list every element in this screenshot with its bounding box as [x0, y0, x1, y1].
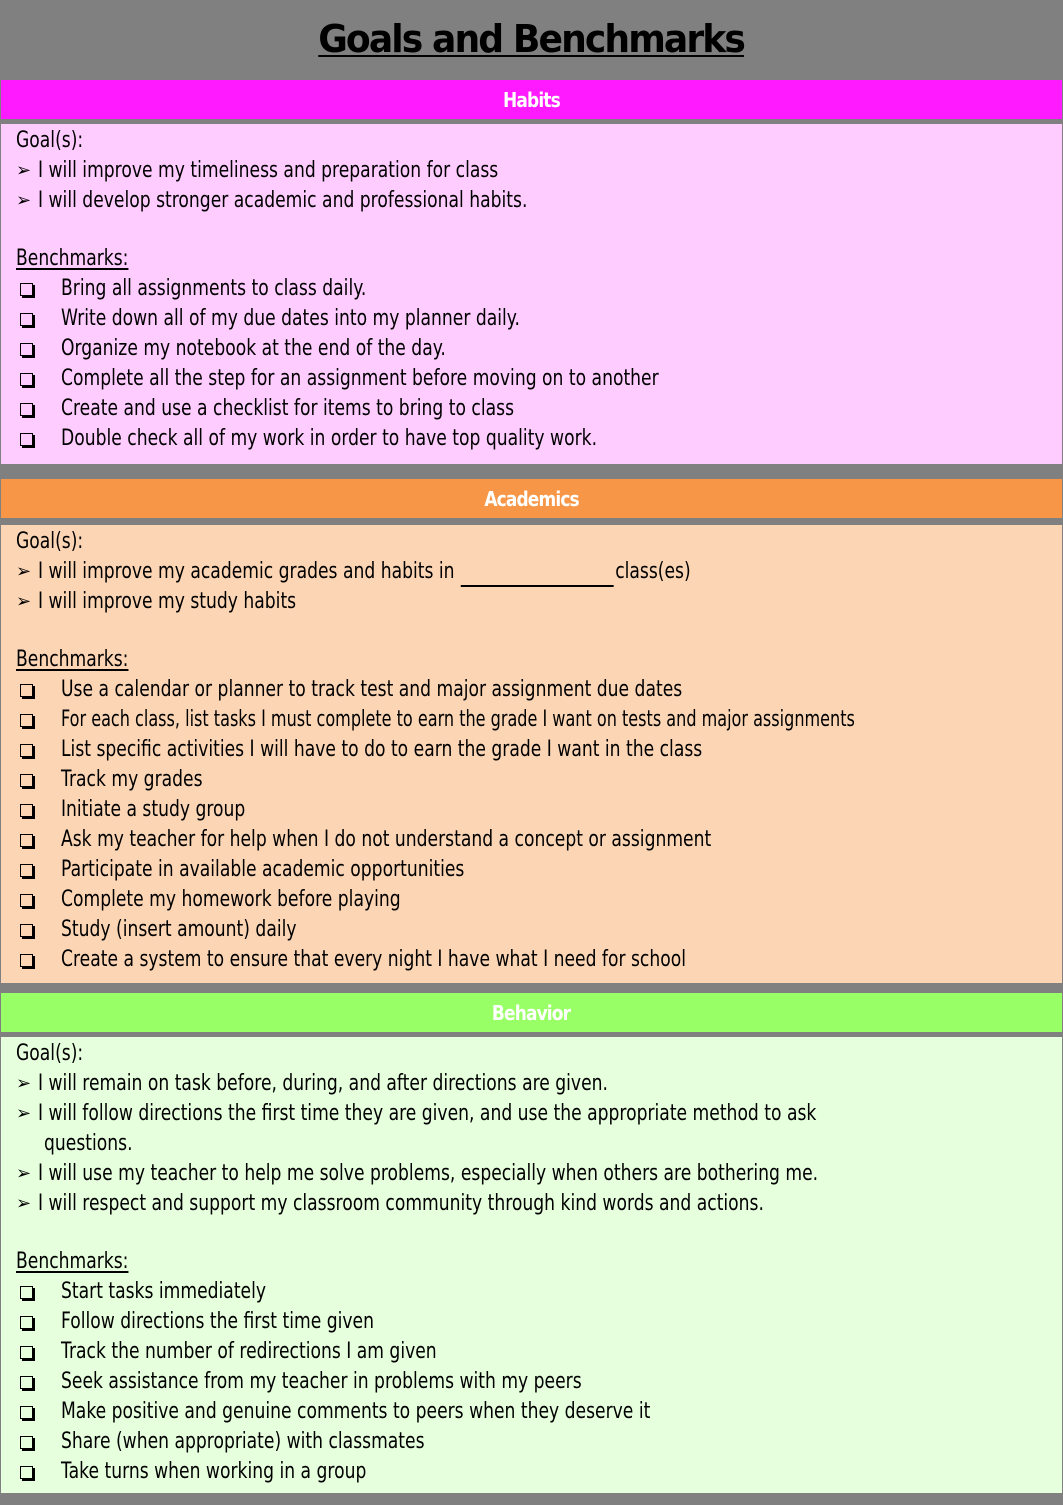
- benchmark-item[interactable]: Seek assistance from my teacher in problems with my peers: [16, 1367, 1062, 1397]
- behavior-section-body: [1, 1037, 1062, 1493]
- goals-label: Goal(s):: [16, 529, 84, 554]
- checkbox-icon[interactable]: [20, 954, 33, 967]
- goals-label: Goal(s):: [16, 128, 84, 153]
- arrowhead-right-icon: ➢: [16, 591, 32, 612]
- behavior-section-header: [1, 993, 1062, 1032]
- habits-section-header: [1, 80, 1062, 119]
- checkbox-icon[interactable]: [20, 834, 33, 847]
- arrowhead-right-icon: ➢: [16, 1193, 32, 1214]
- checkbox-icon[interactable]: [20, 1346, 33, 1359]
- arrowhead-right-icon: ➢: [16, 1073, 32, 1094]
- academics-section-header: [1, 479, 1062, 518]
- checkbox-icon[interactable]: [20, 403, 33, 416]
- checkbox-icon[interactable]: [20, 313, 33, 326]
- benchmark-item[interactable]: Track my grades: [16, 765, 1062, 795]
- benchmark-item[interactable]: Ask my teacher for help when I do not understand a concept or assignment: [16, 825, 1062, 855]
- benchmark-item[interactable]: For each class, list tasks I must complete to earn the grade I want on tests and major assignments: [16, 705, 1062, 735]
- checkbox-icon[interactable]: [20, 343, 33, 356]
- page-title: Goals and Benchmarks: [318, 17, 745, 61]
- academics-heading: Academics: [484, 486, 579, 511]
- checkbox-icon[interactable]: [20, 894, 33, 907]
- behavior-heading: Behavior: [492, 1000, 571, 1025]
- benchmark-item[interactable]: Create and use a checklist for items to bring to class: [16, 394, 1062, 424]
- benchmark-item[interactable]: Double check all of my work in order to have top quality work.: [16, 424, 1062, 454]
- goal-item: ➢ I will respect and support my classroom community through kind words and actions.: [16, 1189, 1062, 1219]
- checkbox-icon[interactable]: [20, 714, 33, 727]
- checkbox-icon[interactable]: [20, 1316, 33, 1329]
- checkbox-icon[interactable]: [20, 1466, 33, 1479]
- benchmark-item[interactable]: List specific activities I will have to do to earn the grade I want in the class: [16, 735, 1062, 765]
- benchmark-item[interactable]: Study (insert amount) daily: [16, 915, 1062, 945]
- benchmark-item[interactable]: Share (when appropriate) with classmates: [16, 1427, 1062, 1457]
- goal-item: ➢ I will improve my timeliness and preparation for class: [16, 156, 1062, 186]
- benchmarks-label: Benchmarks:: [16, 246, 129, 271]
- checkbox-icon[interactable]: [20, 433, 33, 446]
- habits-section-body: [1, 124, 1062, 464]
- benchmarks-label: Benchmarks:: [16, 647, 129, 672]
- goal-item: ➢ I will remain on task before, during, and after directions are given.: [16, 1069, 1062, 1099]
- benchmark-item[interactable]: Bring all assignments to class daily.: [16, 274, 1062, 304]
- checkbox-icon[interactable]: [20, 804, 33, 817]
- arrowhead-right-icon: ➢: [16, 1103, 32, 1124]
- checkbox-icon[interactable]: [20, 1376, 33, 1389]
- habits-heading: Habits: [503, 87, 560, 112]
- benchmark-item[interactable]: Write down all of my due dates into my planner daily.: [16, 304, 1062, 334]
- benchmark-item[interactable]: Use a calendar or planner to track test and major assignment due dates: [16, 675, 1062, 705]
- checkbox-icon[interactable]: [20, 373, 33, 386]
- benchmark-item[interactable]: Create a system to ensure that every night I have what I need for school: [16, 945, 1062, 975]
- arrowhead-right-icon: ➢: [16, 190, 32, 211]
- benchmark-item[interactable]: Complete all the step for an assignment before moving on to another: [16, 364, 1062, 394]
- benchmark-item[interactable]: Complete my homework before playing: [16, 885, 1062, 915]
- checkbox-icon[interactable]: [20, 864, 33, 877]
- academics-section-body: [1, 525, 1062, 983]
- title-bar: [0, 0, 1063, 78]
- arrowhead-right-icon: ➢: [16, 160, 32, 181]
- goal-item-continuation: questions.: [44, 1131, 133, 1156]
- benchmark-item[interactable]: Take turns when working in a group: [16, 1457, 1062, 1487]
- benchmark-item[interactable]: Track the number of redirections I am given: [16, 1337, 1062, 1367]
- benchmark-item[interactable]: Follow directions the first time given: [16, 1307, 1062, 1337]
- goals-label: Goal(s):: [16, 1041, 84, 1066]
- benchmark-item[interactable]: Organize my notebook at the end of the day.: [16, 334, 1062, 364]
- benchmark-item[interactable]: Participate in available academic opportunities: [16, 855, 1062, 885]
- checkbox-icon[interactable]: [20, 1286, 33, 1299]
- checkbox-icon[interactable]: [20, 924, 33, 937]
- goal-item: ➢ I will improve my academic grades and habits in class(es): [16, 557, 1062, 587]
- checkbox-icon[interactable]: [20, 1436, 33, 1449]
- goal-item: ➢ I will improve my study habits: [16, 587, 1062, 617]
- benchmark-item[interactable]: Start tasks immediately: [16, 1277, 1062, 1307]
- checkbox-icon[interactable]: [20, 684, 33, 697]
- benchmarks-label: Benchmarks:: [16, 1249, 129, 1274]
- arrowhead-right-icon: ➢: [16, 561, 32, 582]
- checkbox-icon[interactable]: [20, 744, 33, 757]
- benchmark-item[interactable]: Make positive and genuine comments to peers when they deserve it: [16, 1397, 1062, 1427]
- goal-item: ➢ I will use my teacher to help me solve problems, especially when others are bothering me.: [16, 1159, 1062, 1189]
- goal-item: ➢ I will develop stronger academic and professional habits.: [16, 186, 1062, 216]
- checkbox-icon[interactable]: [20, 283, 33, 296]
- checkbox-icon[interactable]: [20, 774, 33, 787]
- class-fill-in-blank[interactable]: [461, 565, 614, 587]
- arrowhead-right-icon: ➢: [16, 1163, 32, 1184]
- checkbox-icon[interactable]: [20, 1406, 33, 1419]
- benchmark-item[interactable]: Initiate a study group: [16, 795, 1062, 825]
- goal-item: ➢ I will follow directions the first time they are given, and use the appropriate method to ask: [16, 1099, 1062, 1129]
